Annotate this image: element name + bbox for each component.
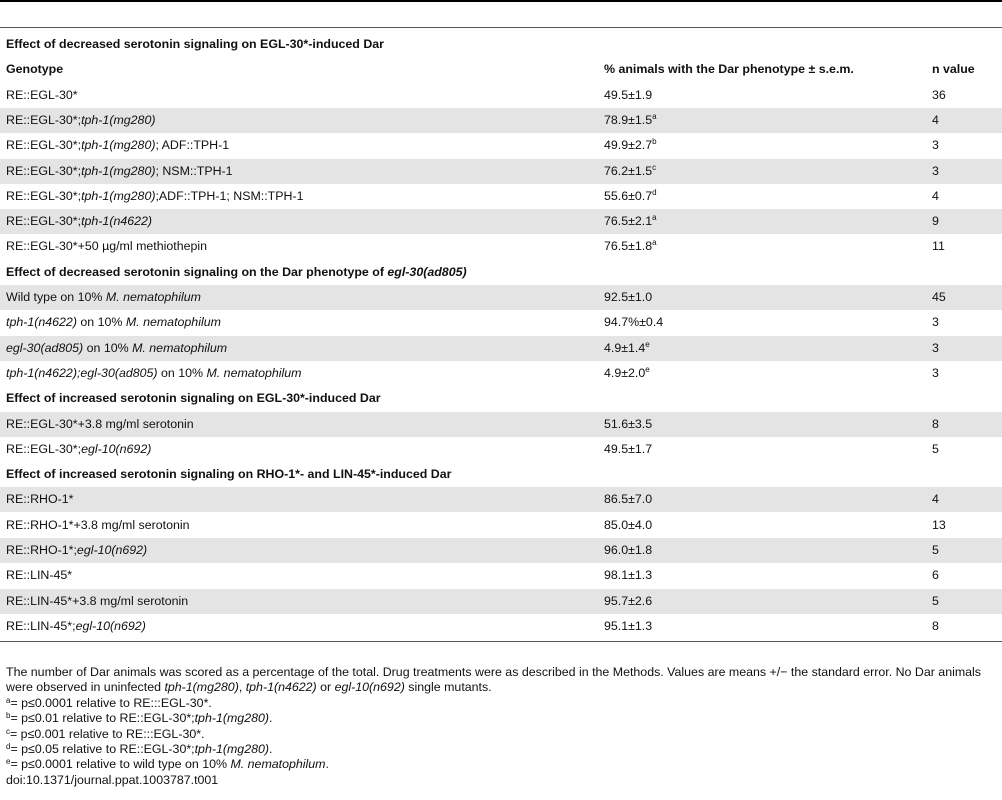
text-segment: on 10% xyxy=(157,365,207,380)
percent-value: 85.0±4.0 xyxy=(604,517,653,532)
table-row xyxy=(0,133,1002,158)
text-segment: = p≤0.01 relative to RE::EGL-30*; xyxy=(10,711,195,726)
footnote-marker: b xyxy=(652,137,657,147)
footnote-marker: d xyxy=(652,187,657,197)
italic-text: egl-30(ad805) xyxy=(6,340,84,355)
n-value-cell: 5 xyxy=(932,593,939,608)
percent-value: 4.9±2.0 xyxy=(604,365,646,380)
genotype-cell xyxy=(6,184,303,209)
genotype-cell xyxy=(6,563,72,588)
text-segment: RE::EGL-30*; xyxy=(6,112,82,127)
percent-cell xyxy=(604,310,663,335)
percent-value: 76.5±1.8 xyxy=(604,239,653,254)
footnote-marker: a xyxy=(652,238,657,248)
italic-text: tph-1(n4622);egl-30(ad805) xyxy=(6,365,158,380)
text-segment: = p≤0.05 relative to RE::EGL-30*; xyxy=(10,742,195,757)
n-value-cell: 5 xyxy=(932,441,939,456)
text-segment: single mutants. xyxy=(404,680,492,695)
italic-text: tph-1(mg280) xyxy=(164,680,239,695)
text-segment: . xyxy=(325,757,329,772)
percent-cell xyxy=(604,234,657,259)
genotype-cell xyxy=(6,310,221,335)
text-segment: RE::EGL-30* xyxy=(6,87,78,102)
text-segment: RE::EGL-30*; xyxy=(6,214,82,229)
footnote-list xyxy=(6,696,1000,773)
footnote-marker: e xyxy=(645,364,650,374)
percent-value: 49.5±1.7 xyxy=(604,441,653,456)
section-heading-row xyxy=(0,260,1002,285)
genotype-cell xyxy=(6,336,227,361)
text-segment: ; ADF::TPH-1 xyxy=(155,138,230,153)
footnote-marker: e xyxy=(6,757,11,767)
text-segment: Effect of decreased serotonin signaling on the Dar phenotype of xyxy=(6,264,388,279)
percent-value: 96.0±1.8 xyxy=(604,543,653,557)
text-segment: = p≤0.0001 relative to RE:::EGL-30*. xyxy=(10,695,212,710)
italic-text: tph-1(n4622) xyxy=(245,680,317,695)
table-row xyxy=(0,513,1002,538)
column-header: Genotype xyxy=(6,62,64,77)
percent-cell xyxy=(604,538,652,563)
percent-value: 92.5±1.0 xyxy=(604,290,653,304)
text-segment: RE::EGL-30*; xyxy=(6,163,82,178)
footnote-item xyxy=(6,742,1000,757)
italic-text: M. nematophilum xyxy=(105,290,201,304)
percent-value: 55.6±0.7 xyxy=(604,188,653,203)
italic-text: tph-1(n4622) xyxy=(6,315,77,330)
text-segment: on 10% xyxy=(76,315,126,330)
text-segment: The number of Dar animals was scored as a percentage of the total. Drug treatments were as described in the Methods. Values are means +/− the standard error. No Dar animals were observed in uninfected xyxy=(6,665,981,695)
text-segment: RE::EGL-30*+3.8 mg/ml serotonin xyxy=(6,416,194,431)
text-segment: RE::EGL-30*; xyxy=(6,188,82,203)
text-segment: RE::EGL-30*; xyxy=(6,441,82,456)
column-header: n value xyxy=(932,62,975,77)
italic-text: tph-1(mg280) xyxy=(194,742,269,757)
text-segment: = p≤0.0001 relative to wild type on 10% xyxy=(10,757,231,772)
footnote-marker: d xyxy=(6,742,11,752)
text-segment: RE::RHO-1* xyxy=(6,492,74,507)
table-row xyxy=(0,285,1002,310)
n-value-cell: 13 xyxy=(932,517,946,532)
italic-text: egl-10(n692) xyxy=(334,680,405,695)
text-segment: RE::LIN-45* xyxy=(6,568,73,583)
footnote-marker: c xyxy=(652,162,657,172)
text-segment: Effect of decreased serotonin signaling on EGL-30*-induced Dar xyxy=(6,37,384,51)
text-segment: Effect of increased serotonin signaling on EGL-30*-induced Dar xyxy=(6,391,381,406)
footnote-marker: e xyxy=(645,339,650,349)
text-segment: = p≤0.001 relative to RE:::EGL-30*. xyxy=(10,726,205,741)
table-row xyxy=(0,108,1002,133)
n-value-cell: 4 xyxy=(932,188,939,203)
italic-text: tph-1(mg280) xyxy=(81,188,156,203)
text-segment: Effect of increased serotonin signaling on RHO-1*- and LIN-45*-induced Dar xyxy=(6,467,452,482)
table-row xyxy=(0,437,1002,462)
bottom-rule xyxy=(0,641,1002,642)
genotype-cell xyxy=(6,487,73,512)
table-row xyxy=(0,487,1002,512)
percent-cell xyxy=(604,361,650,386)
genotype-cell xyxy=(6,234,207,259)
italic-text: M. nematophilum xyxy=(230,757,326,772)
percent-value: 98.1±1.3 xyxy=(604,568,653,583)
n-value-cell: 3 xyxy=(932,138,939,153)
footnote-item xyxy=(6,727,1000,742)
italic-text: M. nematophilum xyxy=(125,315,221,330)
genotype-cell xyxy=(6,108,155,133)
n-value-cell: 36 xyxy=(932,87,946,102)
table-row xyxy=(0,159,1002,184)
percent-cell xyxy=(604,159,656,184)
genotype-cell xyxy=(6,133,229,158)
n-value-cell: 11 xyxy=(932,239,945,254)
n-value-cell: 3 xyxy=(932,163,939,178)
n-value-cell: 4 xyxy=(932,112,939,127)
genotype-cell xyxy=(6,538,147,563)
table-row xyxy=(0,614,1002,639)
text-segment: RE::EGL-30*; xyxy=(6,138,82,153)
text-segment: Wild type on 10% xyxy=(6,290,106,304)
footnote-marker: a xyxy=(652,213,657,223)
table-footnotes xyxy=(6,665,1000,788)
footnote-item xyxy=(6,696,1000,711)
n-value-cell: 5 xyxy=(932,543,939,557)
n-value-cell: 3 xyxy=(932,315,939,330)
text-segment: RE::RHO-1*; xyxy=(6,543,77,557)
italic-text: egl-30(ad805) xyxy=(387,264,467,279)
percent-cell xyxy=(604,487,652,512)
italic-text: tph-1(n4622) xyxy=(81,214,153,229)
header-rule xyxy=(0,27,1002,28)
section-heading xyxy=(6,32,384,57)
percent-cell xyxy=(604,513,652,538)
table-row xyxy=(0,589,1002,614)
section-heading-row xyxy=(0,462,1002,487)
text-segment: RE::EGL-30*+50 µg/ml methiothepin xyxy=(6,239,208,254)
table-row xyxy=(0,538,1002,563)
section-heading xyxy=(6,462,451,487)
n-value-cell: 3 xyxy=(932,365,939,380)
table-row xyxy=(0,83,1002,108)
table-row xyxy=(0,209,1002,234)
table-row xyxy=(0,184,1002,209)
table-row xyxy=(0,563,1002,588)
italic-text: egl-10(n692) xyxy=(81,441,152,456)
genotype-cell xyxy=(6,285,201,310)
footnote-description xyxy=(6,665,1000,696)
text-segment: RE::LIN-45*; xyxy=(6,618,76,633)
italic-text: M. nematophilum xyxy=(206,365,302,380)
percent-cell xyxy=(604,437,652,462)
percent-cell xyxy=(604,184,657,209)
percent-cell xyxy=(604,589,652,614)
text-segment: ;ADF::TPH-1; NSM::TPH-1 xyxy=(155,188,304,203)
italic-text: egl-10(n692) xyxy=(75,618,146,633)
text-segment: , xyxy=(238,680,246,695)
text-segment: . xyxy=(269,711,273,726)
genotype-cell xyxy=(6,83,78,108)
section-heading xyxy=(6,386,381,411)
percent-value: 95.1±1.3 xyxy=(604,618,653,633)
footnote-marker: c xyxy=(6,726,10,736)
percent-cell xyxy=(604,83,652,108)
italic-text: M. nematophilum xyxy=(132,340,228,355)
italic-text: tph-1(mg280) xyxy=(81,112,156,127)
percent-value: 51.6±3.5 xyxy=(604,416,653,431)
percent-value: 76.2±1.5 xyxy=(604,163,653,178)
percent-value: 49.9±2.7 xyxy=(604,138,653,153)
italic-text: tph-1(mg280) xyxy=(194,711,269,726)
n-value-cell: 8 xyxy=(932,618,939,633)
italic-text: egl-10(n692) xyxy=(76,543,148,557)
percent-value: 95.7±2.6 xyxy=(604,593,653,608)
top-rule xyxy=(0,0,1002,2)
n-value-cell: 9 xyxy=(932,214,939,229)
n-value-cell: 45 xyxy=(932,290,946,304)
percent-cell xyxy=(604,412,652,437)
text-segment: . xyxy=(269,742,273,757)
section-heading xyxy=(6,260,467,285)
text-segment: ; NSM::TPH-1 xyxy=(155,163,233,178)
n-value-cell: 3 xyxy=(932,340,939,355)
genotype-cell xyxy=(6,437,151,462)
footnote-marker: a xyxy=(652,111,657,121)
italic-text: tph-1(mg280) xyxy=(81,138,156,153)
text-segment: on 10% xyxy=(83,340,133,355)
n-value-cell: 4 xyxy=(932,492,939,507)
footnote-marker: a xyxy=(6,695,11,705)
doi-label: doi:10.1371/journal.ppat.1003787.t001 xyxy=(6,772,219,787)
italic-text: tph-1(mg280) xyxy=(81,163,156,178)
text-segment: or xyxy=(316,680,335,695)
table-row xyxy=(0,234,1002,259)
column-header-row xyxy=(0,57,1002,82)
genotype-cell xyxy=(6,412,194,437)
genotype-cell xyxy=(6,513,190,538)
section-heading-row xyxy=(0,32,1002,57)
table-row xyxy=(0,310,1002,335)
percent-cell xyxy=(604,285,652,310)
percent-cell xyxy=(604,133,657,158)
footnote-item xyxy=(6,757,1000,772)
percent-cell xyxy=(604,563,652,588)
footnote-item xyxy=(6,711,1000,726)
percent-value: 78.9±1.5 xyxy=(604,112,653,127)
genotype-cell xyxy=(6,159,233,184)
table-row xyxy=(0,412,1002,437)
footnote-marker: b xyxy=(6,711,11,721)
percent-value: 94.7%±0.4 xyxy=(604,315,664,330)
genotype-cell xyxy=(6,589,188,614)
percent-value: 4.9±1.4 xyxy=(604,340,646,355)
section-heading-row xyxy=(0,386,1002,411)
percent-value: 86.5±7.0 xyxy=(604,492,653,507)
n-value-cell: 8 xyxy=(932,416,939,431)
table-row xyxy=(0,336,1002,361)
n-value-cell: 6 xyxy=(932,568,939,583)
percent-value: 76.5±2.1 xyxy=(604,214,653,229)
genotype-cell xyxy=(6,209,152,234)
genotype-cell xyxy=(6,614,146,639)
percent-cell xyxy=(604,209,657,234)
text-segment: RE::LIN-45*+3.8 mg/ml serotonin xyxy=(6,593,189,608)
percent-value: 49.5±1.9 xyxy=(604,87,653,102)
percent-cell xyxy=(604,614,652,639)
text-segment: RE::RHO-1*+3.8 mg/ml serotonin xyxy=(6,517,190,532)
percent-cell xyxy=(604,108,657,133)
genotype-cell xyxy=(6,361,302,386)
column-header: % animals with the Dar phenotype ± s.e.m. xyxy=(604,62,854,77)
percent-cell xyxy=(604,336,650,361)
table-row xyxy=(0,361,1002,386)
